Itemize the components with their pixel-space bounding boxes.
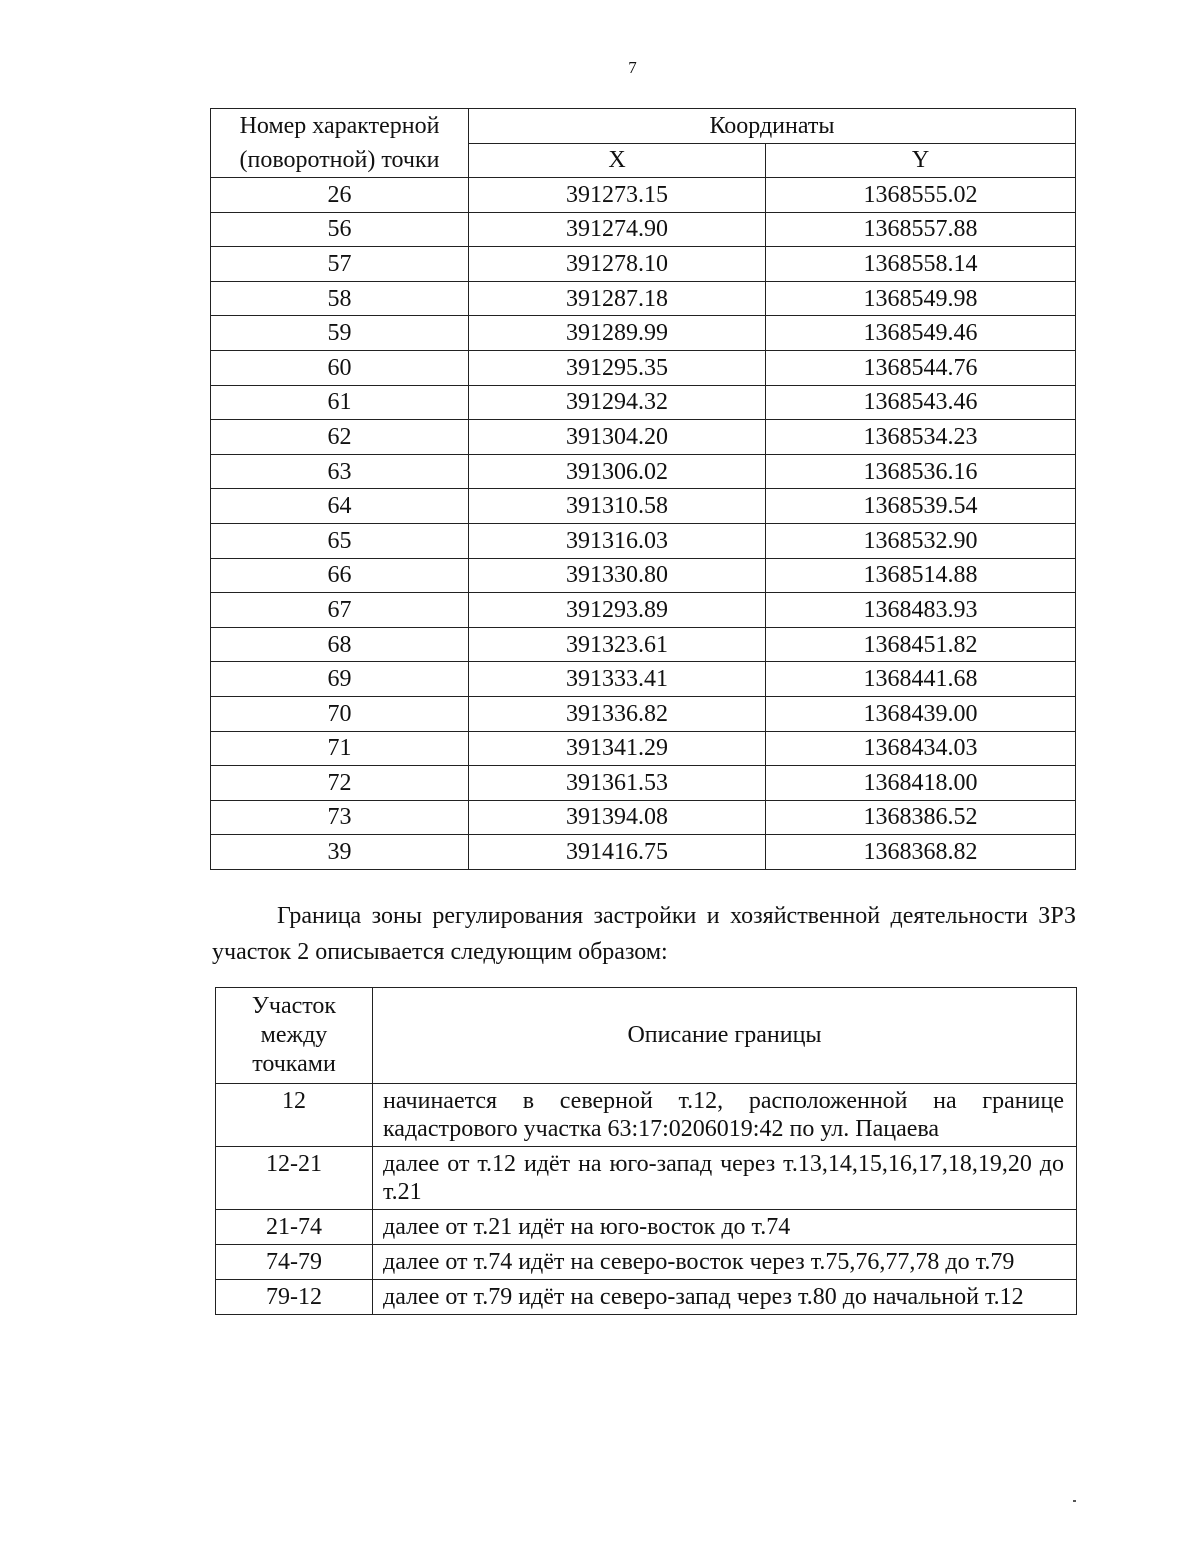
x-coordinate-cell: 391333.41 (469, 662, 766, 697)
table-row (211, 178, 1076, 213)
point-number-cell: 73 (211, 800, 469, 835)
table-row (216, 1084, 1077, 1147)
y-coordinate-cell: 1368534.23 (766, 420, 1076, 455)
x-coordinate-cell: 391394.08 (469, 800, 766, 835)
header-segment: Участок между точками (216, 988, 373, 1084)
x-coordinate-cell: 391274.90 (469, 212, 766, 247)
point-number-cell: 62 (211, 420, 469, 455)
y-coordinate-cell: 1368557.88 (766, 212, 1076, 247)
header-y: Y (766, 143, 1076, 178)
segment-cell: 21-74 (216, 1210, 373, 1245)
table-row (211, 316, 1076, 351)
point-number-cell: 64 (211, 489, 469, 524)
point-number-cell: 26 (211, 178, 469, 213)
table-row (211, 800, 1076, 835)
x-coordinate-cell: 391295.35 (469, 350, 766, 385)
table-row (211, 281, 1076, 316)
y-coordinate-cell: 1368439.00 (766, 696, 1076, 731)
segment-cell: 12-21 (216, 1147, 373, 1210)
point-number-cell: 39 (211, 835, 469, 870)
point-number-cell: 57 (211, 247, 469, 282)
x-coordinate-cell: 391306.02 (469, 454, 766, 489)
description-cell: далее от т.12 идёт на юго-запад через т.13,14,15,16,17,18,19,20 до т.21 (373, 1147, 1077, 1210)
x-coordinate-cell: 391316.03 (469, 523, 766, 558)
y-coordinate-cell: 1368544.76 (766, 350, 1076, 385)
table-row (211, 454, 1076, 489)
x-coordinate-cell: 391310.58 (469, 489, 766, 524)
point-number-cell: 63 (211, 454, 469, 489)
coordinates-table-body (211, 178, 1076, 870)
scan-speck (1073, 1500, 1076, 1502)
y-coordinate-cell: 1368549.46 (766, 316, 1076, 351)
y-coordinate-cell: 1368549.98 (766, 281, 1076, 316)
x-coordinate-cell: 391330.80 (469, 558, 766, 593)
y-coordinate-cell: 1368434.03 (766, 731, 1076, 766)
table-row (211, 247, 1076, 282)
x-coordinate-cell: 391341.29 (469, 731, 766, 766)
table-row (211, 696, 1076, 731)
y-coordinate-cell: 1368532.90 (766, 523, 1076, 558)
x-coordinate-cell: 391361.53 (469, 766, 766, 801)
table-row (211, 420, 1076, 455)
table-row (211, 350, 1076, 385)
segment-cell: 79-12 (216, 1280, 373, 1315)
x-coordinate-cell: 391273.15 (469, 178, 766, 213)
table-row (211, 627, 1076, 662)
y-coordinate-cell: 1368536.16 (766, 454, 1076, 489)
table-row (216, 1245, 1077, 1280)
table-row (211, 212, 1076, 247)
description-cell: далее от т.74 идёт на северо-восток через т.75,76,77,78 до т.79 (373, 1245, 1077, 1280)
table-row (211, 662, 1076, 697)
table-row (216, 1210, 1077, 1245)
point-number-cell: 72 (211, 766, 469, 801)
y-coordinate-cell: 1368368.82 (766, 835, 1076, 870)
table-row (211, 766, 1076, 801)
point-number-cell: 61 (211, 385, 469, 420)
table-row (211, 835, 1076, 870)
table-row (211, 731, 1076, 766)
zone-description-paragraph (212, 898, 1076, 970)
table-row (211, 489, 1076, 524)
table-row (216, 1147, 1077, 1210)
paragraph-text: Граница зоны регулирования застройки и хозяйственной деятельности ЗРЗ участок 2 описывается следующим образом: (212, 903, 1076, 965)
table-row (211, 593, 1076, 628)
x-coordinate-cell: 391336.82 (469, 696, 766, 731)
point-number-cell: 67 (211, 593, 469, 628)
description-cell: далее от т.79 идёт на северо-запад через т.80 до начальной т.12 (373, 1280, 1077, 1315)
coordinates-table (210, 108, 1076, 870)
x-coordinate-cell: 391289.99 (469, 316, 766, 351)
point-number-cell: 71 (211, 731, 469, 766)
y-coordinate-cell: 1368555.02 (766, 178, 1076, 213)
y-coordinate-cell: 1368451.82 (766, 627, 1076, 662)
x-coordinate-cell: 391323.61 (469, 627, 766, 662)
point-number-cell: 69 (211, 662, 469, 697)
boundary-table-body (216, 1084, 1077, 1315)
point-number-cell: 58 (211, 281, 469, 316)
y-coordinate-cell: 1368386.52 (766, 800, 1076, 835)
table-row (211, 523, 1076, 558)
y-coordinate-cell: 1368539.54 (766, 489, 1076, 524)
y-coordinate-cell: 1368483.93 (766, 593, 1076, 628)
point-number-cell: 65 (211, 523, 469, 558)
point-number-cell: 68 (211, 627, 469, 662)
y-coordinate-cell: 1368441.68 (766, 662, 1076, 697)
y-coordinate-cell: 1368514.88 (766, 558, 1076, 593)
header-x: X (469, 143, 766, 178)
x-coordinate-cell: 391293.89 (469, 593, 766, 628)
description-cell: далее от т.21 идёт на юго-восток до т.74 (373, 1210, 1077, 1245)
boundary-description-table (215, 987, 1077, 1315)
point-number-cell: 56 (211, 212, 469, 247)
header-description: Описание границы (373, 988, 1077, 1084)
x-coordinate-cell: 391294.32 (469, 385, 766, 420)
header-coordinates: Координаты (469, 109, 1076, 144)
description-cell: начинается в северной т.12, расположенной на границе кадастрового участка 63:17:0206019:42 по ул. Пацаева (373, 1084, 1077, 1147)
x-coordinate-cell: 391304.20 (469, 420, 766, 455)
x-coordinate-cell: 391278.10 (469, 247, 766, 282)
y-coordinate-cell: 1368418.00 (766, 766, 1076, 801)
table-row (216, 1280, 1077, 1315)
point-number-cell: 60 (211, 350, 469, 385)
segment-cell: 74-79 (216, 1245, 373, 1280)
table-row (211, 385, 1076, 420)
x-coordinate-cell: 391416.75 (469, 835, 766, 870)
header-point-number: Номер характерной (поворотной) точки (211, 109, 469, 178)
point-number-cell: 59 (211, 316, 469, 351)
table-row (211, 558, 1076, 593)
point-number-cell: 66 (211, 558, 469, 593)
y-coordinate-cell: 1368543.46 (766, 385, 1076, 420)
x-coordinate-cell: 391287.18 (469, 281, 766, 316)
y-coordinate-cell: 1368558.14 (766, 247, 1076, 282)
point-number-cell: 70 (211, 696, 469, 731)
segment-cell: 12 (216, 1084, 373, 1147)
page-number: 7 (628, 58, 637, 77)
